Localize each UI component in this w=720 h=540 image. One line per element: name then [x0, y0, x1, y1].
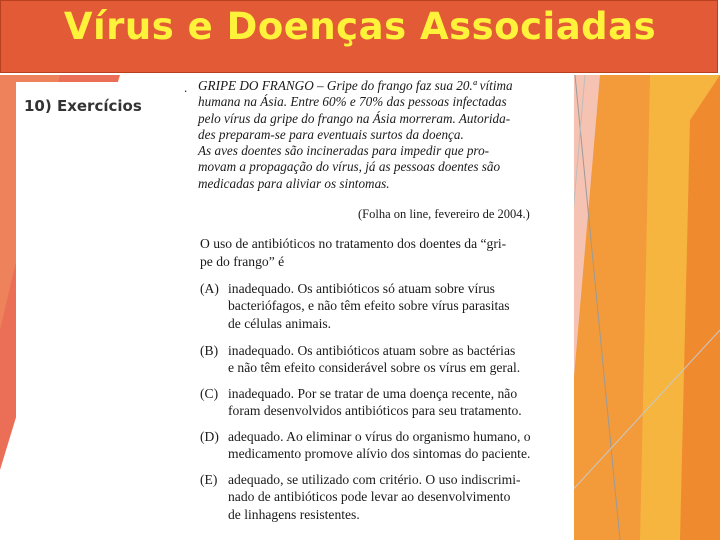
passage-line: humana na Ásia. Entre 60% e 70% das pessoas infectadas — [198, 94, 507, 110]
passage-line: movam a propagação do vírus, já as pessoas doentes são — [198, 159, 501, 175]
option-letter: (B) — [200, 343, 219, 358]
option-line: foram desenvolvidos antibióticos para seu tratamento. — [228, 403, 522, 419]
slide-title: Vírus e Doenças Associadas — [63, 5, 657, 48]
option-letter: (C) — [200, 386, 219, 401]
passage-source: (Folha on line, fevereiro de 2004.) — [358, 207, 530, 221]
left-panel — [16, 82, 176, 540]
option-line: adequado, se utilizado com critério. O uso indiscrimi- — [228, 472, 521, 487]
option-line: nado de antibióticos pode levar ao desenvolvimento — [228, 489, 511, 505]
question-line: pe do frango” é — [200, 254, 285, 269]
passage-line: As aves doentes são incineradas para impedir que pro- — [198, 143, 490, 159]
option-letter: (E) — [200, 472, 218, 487]
option-line: de células animais. — [228, 315, 332, 331]
question-stem — [200, 235, 550, 271]
section-label: 10) Exercícios — [24, 97, 142, 115]
option-line: de linhagens resistentes. — [228, 506, 360, 522]
passage-text — [198, 78, 548, 192]
option-line: inadequado. Os antibióticos só atuam sobre vírus — [228, 281, 495, 296]
option-line: inadequado. Os antibióticos atuam sobre as bactérias — [228, 343, 516, 358]
option-letter: (A) — [200, 281, 219, 296]
passage-line: GRIPE DO FRANGO – Gripe do frango faz sua 20.ª vítima — [198, 78, 513, 93]
option-line: inadequado. Por se tratar de uma doença recente, não — [228, 386, 518, 401]
question-line: O uso de antibióticos no tratamento dos doentes da “gri- — [200, 236, 507, 251]
passage-line: medicadas para aliviar os sintomas. — [198, 175, 390, 191]
passage-line: pelo vírus da gripe do frango na Ásia morreram. Autorida- — [198, 110, 511, 126]
option-line: medicamento promove alívio dos sintomas do paciente. — [228, 446, 531, 462]
option-line: adequado. Ao eliminar o vírus do organismo humano, o — [228, 429, 531, 444]
passage-line: des preparam-se para eventuais surtos da doença. — [198, 126, 464, 142]
question-marker: . — [184, 80, 188, 95]
exercise-scan — [180, 74, 574, 540]
option-line: bacteriófagos, e não têm efeito sobre vírus parasitas — [228, 298, 510, 314]
option-line: e não têm efeito considerável sobre os vírus em geral. — [228, 360, 521, 376]
option-letter: (D) — [200, 429, 219, 444]
